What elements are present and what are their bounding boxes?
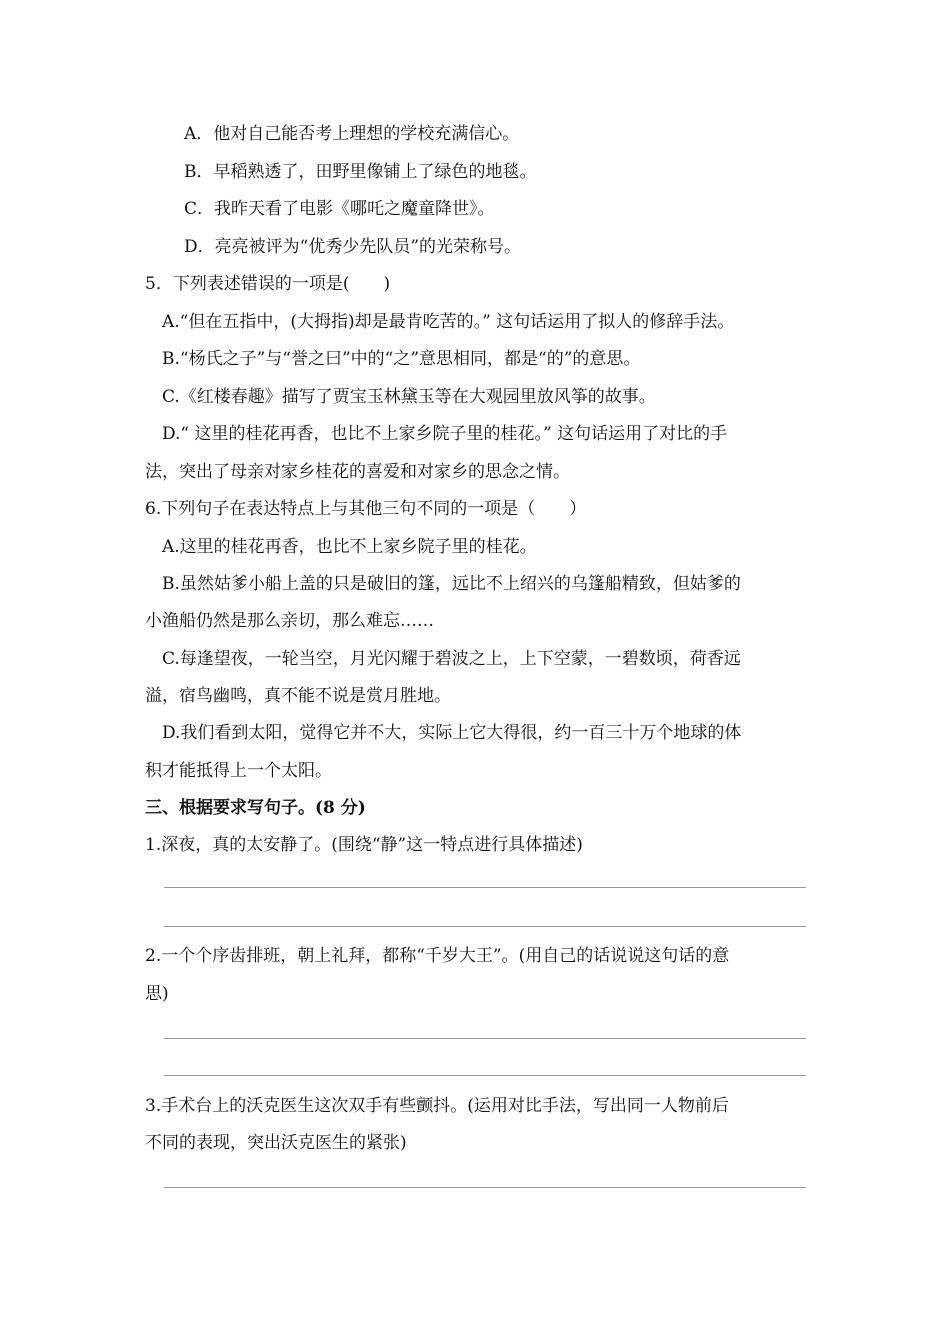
answer-line-2a[interactable] bbox=[164, 1038, 806, 1039]
answer-line-1a[interactable] bbox=[164, 887, 806, 888]
q4-option-a: A．他对自己能否考上理想的学校充满信心。 bbox=[184, 124, 520, 144]
q6-option-d-line1: D.我们看到太阳，觉得它并不大，实际上它大得很，约一百三十万个地球的体 bbox=[162, 723, 742, 743]
answer-line-2b[interactable] bbox=[164, 1075, 806, 1076]
section3-heading: 三、根据要求写句子。(8 分) bbox=[145, 798, 366, 818]
q6-option-b-line2: 小渔船仍然是那么亲切，那么难忘…… bbox=[145, 611, 434, 631]
s3-question-2-line1: 2.一个个序齿排班，朝上礼拜，都称“千岁大王”。(用自己的话说说这句话的意 bbox=[145, 946, 730, 966]
answer-line-3a[interactable] bbox=[164, 1187, 806, 1188]
q5-option-c: C.《红楼春趣》描写了贾宝玉林黛玉等在大观园里放风筝的故事。 bbox=[162, 387, 656, 407]
s3-question-2-line2: 思) bbox=[145, 984, 169, 1004]
q6-stem: 6.下列句子在表达特点上与其他三句不同的一项是（ ） bbox=[145, 499, 587, 519]
q4-option-d: D．亮亮被评为“优秀少先队员”的光荣称号。 bbox=[184, 237, 522, 257]
s3-question-3-line2: 不同的表现，突出沃克医生的紧张) bbox=[145, 1133, 407, 1153]
q6-option-b-line1: B.虽然姑爹小船上盖的只是破旧的篷，远比不上绍兴的乌篷船精致，但姑爹的 bbox=[162, 574, 741, 594]
q5-option-d-line1: D.“ 这里的桂花再香，也比不上家乡院子里的桂花。” 这句话运用了对比的手 bbox=[162, 424, 728, 444]
answer-line-1b[interactable] bbox=[164, 926, 806, 927]
q4-option-c: C．我昨天看了电影《哪吒之魔童降世》。 bbox=[184, 199, 495, 219]
s3-question-3-line1: 3.手术台上的沃克医生这次双手有些颤抖。(运用对比手法，写出同一人物前后 bbox=[145, 1096, 729, 1116]
q4-option-b: B．早稻熟透了，田野里像铺上了绿色的地毯。 bbox=[184, 162, 537, 182]
q6-option-a: A.这里的桂花再香，也比不上家乡院子里的桂花。 bbox=[162, 537, 537, 557]
q5-option-b: B.“杨氏之子”与“誉之曰”中的“之”意思相同，都是“的”的意思。 bbox=[162, 349, 641, 369]
q6-option-c-line1: C.每逢望夜，一轮当空，月光闪耀于碧波之上，上下空蒙，一碧数顷，荷香远 bbox=[162, 649, 741, 669]
q6-option-d-line2: 积才能抵得上一个太阳。 bbox=[145, 761, 332, 781]
q5-option-d-line2: 法，突出了母亲对家乡桂花的喜爱和对家乡的思念之情。 bbox=[145, 462, 570, 482]
q5-option-a: A.“但在五指中，(大拇指)却是最肯吃苦的。” 这句话运用了拟人的修辞手法。 bbox=[162, 312, 735, 332]
q6-option-c-line2: 溢，宿鸟幽鸣，真不能不说是赏月胜地。 bbox=[145, 686, 451, 706]
q5-stem: 5．下列表述错误的一项是( ) bbox=[145, 274, 391, 294]
s3-question-1: 1.深夜，真的太安静了。(围绕“静”这一特点进行具体描述) bbox=[145, 835, 583, 855]
